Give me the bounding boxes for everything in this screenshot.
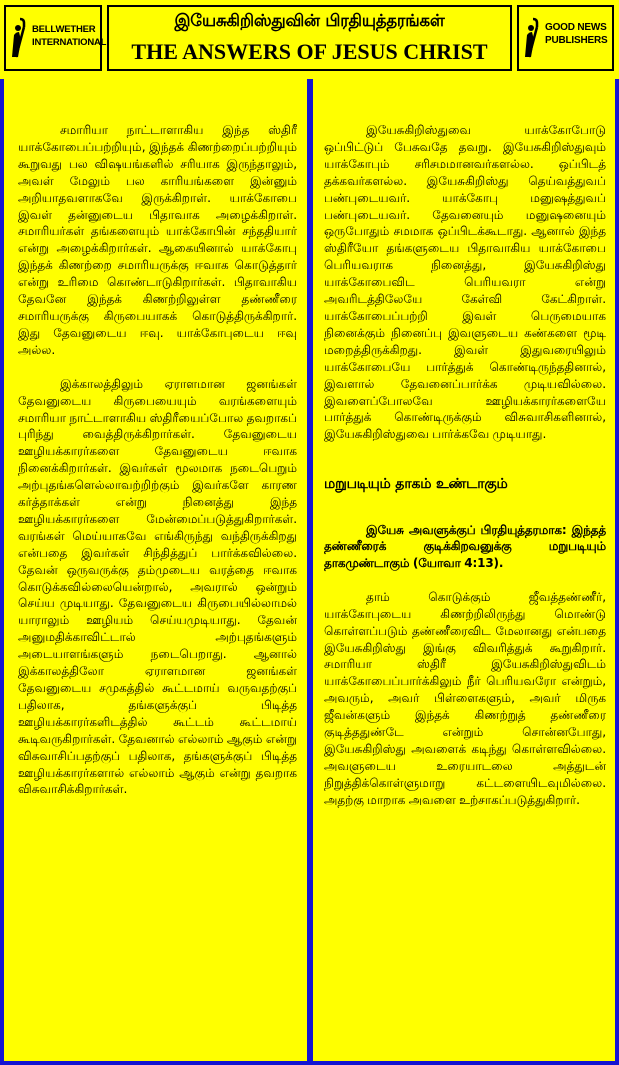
right-paragraph-2: தாம் கொடுக்கும் ஜீவத்தண்ணீர், யாக்கோபுடைய கிணற்றிலிருந்து மொண்டு கொள்ளப்படும் தண்ணீரைவிட மேலானது என்பதை இயேசுகிறிஸ்து இங்கு விவரித்துக் கூறுகிறார். சமாரியா ஸ்திரீ இயேசுகிறிஸ்துவிடம் யாக்கோபைப்பார்க்கிலும் நீர் பெரியவரோ என்றும், அவரும், அவர் பிள்ளைகளும், அவர் மிருக ஜீவன்களும் இந்தக் கிணற்றுத் தண்ணீரை குடித்ததுண்டே என்றும் சொன்னபோது, இயேசுகிறிஸ்து அவளைக் கடிந்து கொள்ளவில்லை. அவளுடைய உரையாடலை அத்துடன் நிறுத்திக்கொள்ளுமாறு கட்டளையிடவுமில்லை. அதற்கு மாறாக அவளை உற்சாகப்படுத்துகிறார். (324, 589, 606, 807)
left-logo-text: BELLWETHER INTERNATIONAL (32, 24, 107, 48)
title-tamil: இயேசுகிறிஸ்துவின் பிரதியுத்தரங்கள் (174, 11, 445, 30)
good-news-logo (517, 5, 614, 71)
right-paragraph-1: இயேசுகிறிஸ்துவை யாக்கோபோடு ஒப்பிட்டுப் பேசுவதே தவறு. இயேசுகிறிஸ்துவும் யாக்கோபும் சரிசமமானவர்களல்ல. ஒப்பிடத் தக்கவர்களல்ல. இயேசுகிறிஸ்து தெய்வத்துவப் பண்புடையவர். யாக்கோபு மனுஷத்துவப் பண்புடையவர். தேவனையும் மனுஷனையும் ஒருபோதும் சமமாக ஒப்பிடக்கூடாது. ஆனால் இந்த ஸ்திரீயோ தங்களுடைய பிதாவாகிய யாக்கோபை பெரியவராக நினைத்து, இயேசுகிறிஸ்து யாக்கோபைவிட பெரியவரா என்று அவரிடத்திலேயே கேள்வி கேட்கிறாள். யாக்கோபைப்பற்றி இவள் பெருமையாக நினைக்கும் நினைப்பு இவளுடைய கண்களை மூடி மறைத்திருக்கிறது. இவள் இதுவரையிலும் யாக்கோபையே பார்த்துக் கொண்டிருந்ததினால், இவளால் தேவனைப்பார்க்க முடியவில்லை. இவளைப்போலவே ஊழியக்காரர்களையே பார்த்துக் கொண்டிருக்கும் விசுவாசிகளினால், இயேசுகிறிஸ்துவை பார்க்கவே முடியாது. (324, 123, 606, 442)
page-header (0, 0, 619, 79)
left-column (4, 79, 307, 1061)
shepherd-icon (10, 17, 30, 59)
right-logo-text: GOOD NEWS PUBLISHERS (545, 22, 608, 46)
title-english: THE ANSWERS OF JESUS CHRIST (131, 39, 488, 64)
verse-quote: இயேசு அவளுக்குப் பிரதியுத்தரமாக: இந்தத் தண்ணீரைக் குடிக்கிறவனுக்கு மறுபடியும் தாகமுண்டாகும் (யோவா 4:13). (324, 523, 606, 570)
shepherd-icon (523, 17, 543, 59)
bellwether-logo (4, 5, 107, 71)
left-paragraph-2: இக்காலத்திலும் ஏராளமான ஜனங்கள் தேவனுடைய கிருபையையும் வரங்களையும் சமாரியா நாட்டாளாகிய ஸ்திரீயைப்போல தவறாகப் புரிந்து வைத்திருக்கிறார்கள். தேவனுடைய ஊழியக்காரர்களை தேவனுடைய ஈவாக நினைக்கிறார்கள். இவர்கள் மூலமாக நடைபெறும் அற்புதங்களெல்லாவற்றிற்கும் இவர்களே காரண கர்த்தாக்கள் என்று நினைத்து இந்த ஊழியக்காரர்களை மேன்மைப்படுத்துகிறார்கள். வரங்கள் மெய்யாகவே எங்கிருந்து வந்திருக்கிறது என்பதை இவர்கள் சிந்தித்துப் பார்க்கவில்லை. தேவன் ஒருவருக்கு தம்முடைய வரத்தை ஈவாக கொடுக்கவில்லையென்றால், அவரால் ஒன்றும் செய்ய முடியாது. தேவனுடைய கிருபையில்லாமல் யாராலும் ஊழியம் செய்யமுடியாது. தேவன் அனுமதிக்காவிட்டால் அற்புதங்களும் அடையாளங்களும் நடைபெறாது. ஆனால் இக்காலத்திலோ ஏராளமான ஜனங்கள் தேவனுடைய சமுகத்தில் கூட்டமாய் வருவதற்குப் பதிலாக, தங்களுக்குப் பிடித்த ஊழியக்காரர்களிடத்தில் கூட்டம் கூட்டமாய் கூடிவருகிறார்கள். தேவனால் எல்லாம் ஆகும் என்று விசுவாசிப்பதற்குப் பதிலாக, தங்களுக்குப் பிடித்த ஊழியக்காரர்களால் எல்லாம் ஆகும் என்று தவறாக விசுவாசிக்கிறார்கள். (18, 376, 297, 797)
left-paragraph-1: சமாரியா நாட்டாளாகிய இந்த ஸ்திரீ யாக்கோபைப்பற்றியும், இந்தக் கிணற்றைப்பற்றியும் கூறுவது பல விஷயங்களில் சரியாக இருந்தாலும், அவள் மேலும் பல காரியங்களை இன்னும் அறியாதவளாகவே இருக்கிறாள். யாக்கோபை இவள் தன்னுடைய பிதாவாக அழைக்கிறாள். சமாரியர்கள் தங்களையும் யாக்கோபின் சந்ததியார் என்று அழைக்கிறார்கள். ஆகையினால் யாக்கோபு இந்தக் கிணற்றை சமாரியருக்கு ஈவாக கொடுத்தார் என்று உரிமை கொண்டாடுகிறார்கள். பிதாவாகிய தேவனே இந்தக் கிணற்றிலுள்ள தண்ணீரை சமாரியருக்கு கிருபையாகக் கொடுத்திருக்கிறார். இது தேவனுடைய ஈவு. யாக்கோபுடைய ஈவு அல்ல. (18, 123, 297, 357)
right-column (313, 79, 615, 1061)
section-heading: மறுபடியும் தாகம் உண்டாகும் (324, 476, 508, 493)
title-box (107, 5, 512, 71)
